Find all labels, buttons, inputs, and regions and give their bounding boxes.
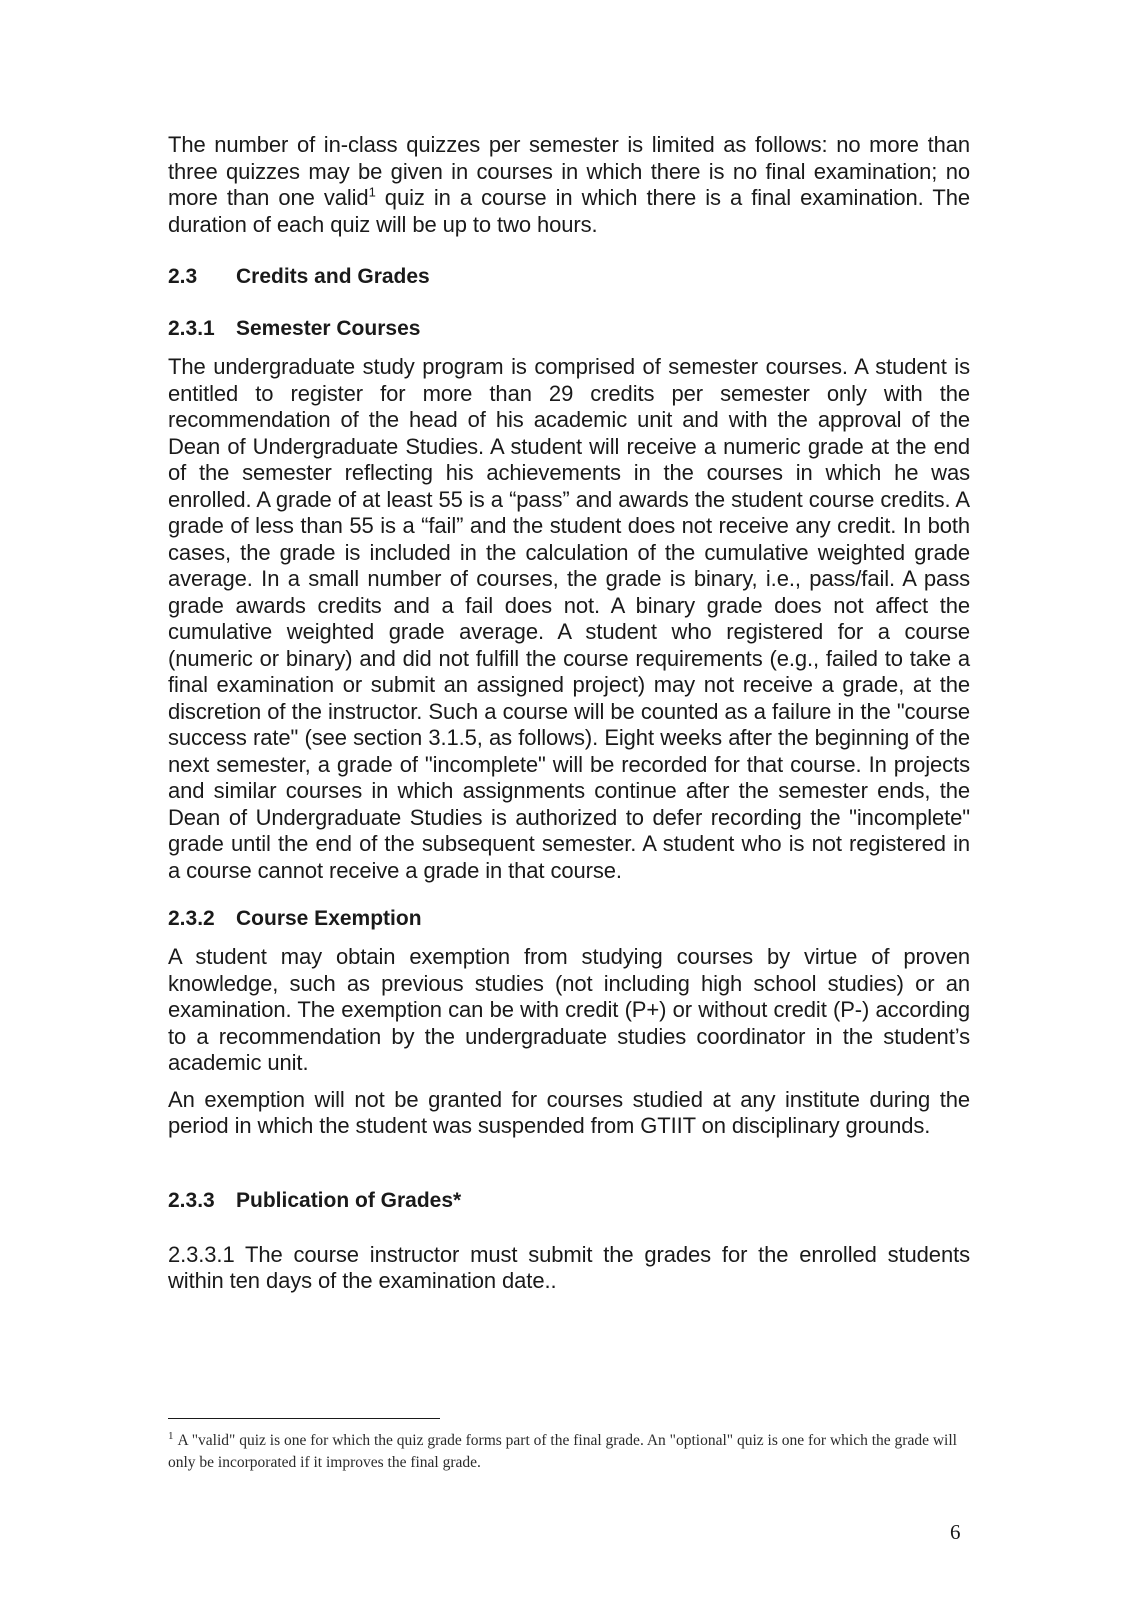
footnote-text: A "valid" quiz is one for which the quiz grade forms part of the final grade. An "optional" quiz is one for which the grade will only be incorporated if it improves the final grade.: [168, 1432, 957, 1471]
intro-paragraph: [168, 132, 970, 238]
section-number: 2.3.3: [168, 1188, 215, 1212]
section-2-3-1-heading: [168, 316, 970, 342]
section-title: Credits and Grades: [236, 265, 430, 288]
section-title: Publication of Grades*: [236, 1188, 462, 1212]
section-number: 2.3: [168, 265, 198, 288]
section-title: Semester Courses: [236, 317, 421, 340]
intro-text-start: The number of in-class quizzes per semester is limited as follows: no more than three quizzes may be given in courses in which there is no final examination; no more than one valid: [168, 132, 970, 210]
publication-of-grades-paragraph: 2.3.3.1 The course instructor must submit the grades for the enrolled students within ten days of the examination date..: [168, 1241, 970, 1293]
section-number: 2.3.2: [168, 907, 215, 930]
course-exemption-paragraph-2: An exemption will not be granted for courses studied at any institute during the period in which the student was suspended from GTIIT on disciplinary grounds.: [168, 1086, 970, 1138]
footnote-marker: 1: [168, 1429, 174, 1442]
section-2-3-heading: [168, 264, 970, 290]
footnote-reference: 1: [368, 184, 376, 200]
document-page: [168, 132, 970, 1295]
section-2-3-3-heading: [168, 1188, 970, 1214]
page-number: 6: [950, 1520, 961, 1544]
section-2-3-2-heading: [168, 906, 970, 932]
semester-courses-paragraph: The undergraduate study program is comprised of semester courses. A student is entitled to register for more than 29 credits per semester only with the recommendation of the head of his academic unit and with the approval of the Dean of Undergraduate Studies. A student will receive a numeric grade at the end of the semester reflecting his achievements in the courses in which he was enrolled. A grade of at least 55 is a “pass” and awards the student course credits. A grade of less than 55 is a “fail” and the student does not receive any credit. In both cases, the grade is included in the calculation of the cumulative weighted grade average. In a small number of courses, the grade is binary, i.e., pass/fail. A pass grade awards credits and a fail does not. A binary grade does not affect the cumulative weighted grade average. A student who registered for a course (numeric or binary) and did not fulfill the course requirements (e.g., failed to take a final examination or submit an assigned project) may not receive a grade, at the discretion of the instructor. Such a course will be counted as a failure in the "course success rate" (see section 3.1.5, as follows). Eight weeks after the beginning of the next semester, a grade of "incomplete" will be recorded for that course. In projects and similar courses in which assignments continue after the semester ends, the Dean of Undergraduate Studies is authorized to defer recording the "incomplete" grade until the end of the subsequent semester. A student who is not registered in a course cannot receive a grade in that course.: [168, 354, 970, 883]
footnote-separator: [168, 1418, 440, 1419]
section-title: Course Exemption: [236, 907, 422, 930]
section-number: 2.3.1: [168, 317, 215, 340]
intro-text-end: quiz in a course in which there is a final examination. The duration of each quiz will be up to two hours.: [168, 185, 970, 237]
footnote: [168, 1430, 970, 1474]
course-exemption-paragraph-1: A student may obtain exemption from studying courses by virtue of proven knowledge, such as previous studies (not including high school studies) or an examination. The exemption can be with credit (P+) or without credit (P-) according to a recommendation by the undergraduate studies coordinator in the student’s academic unit.: [168, 944, 970, 1075]
